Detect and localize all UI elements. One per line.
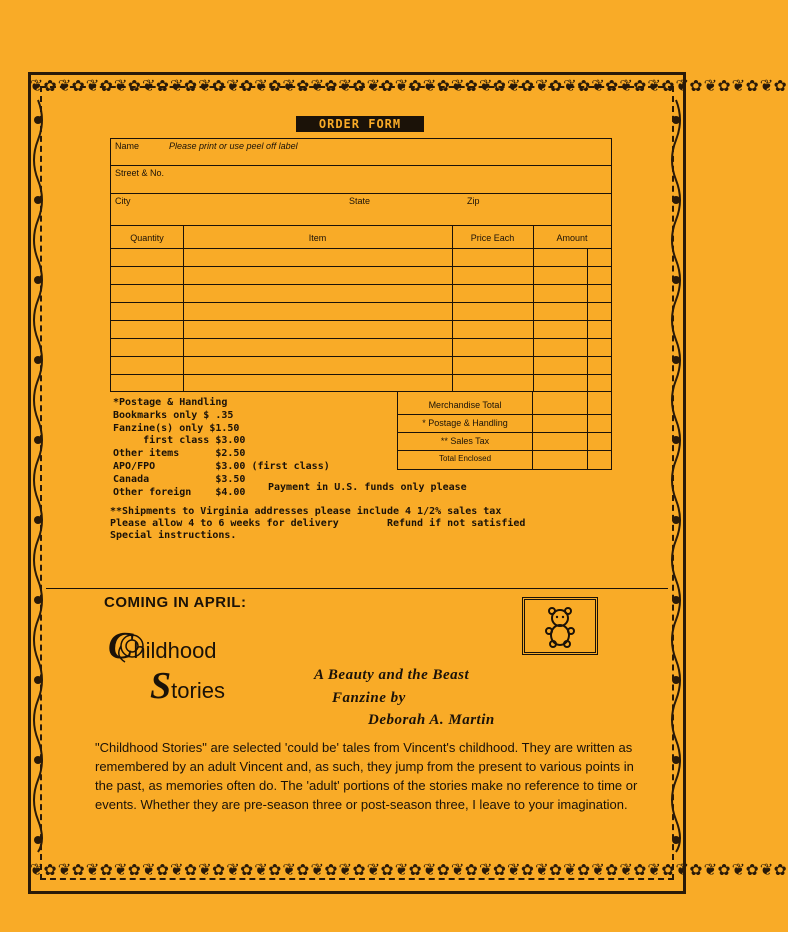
street-field[interactable] [111, 166, 611, 193]
vine-top-icon: ❦✿❦✿❦✿❦✿❦✿❦✿❦✿❦✿❦✿❦✿❦✿❦✿❦✿❦✿❦✿❦✿❦✿❦✿❦✿❦✿❦✿❦✿❦✿❦✿❦✿❦✿❦✿ [30, 72, 788, 96]
tagline-title: A Beauty and the Beast [314, 667, 470, 683]
note-line: Special instructions. [110, 530, 237, 541]
coming-heading: COMING IN APRIL: [104, 594, 247, 611]
postage-line: first class $3.00 [113, 435, 246, 447]
teddy-bear-icon [522, 597, 598, 655]
state-label: State [349, 196, 371, 206]
postage-line: APO/FPO $3.00 (first class) [113, 460, 330, 472]
note-line: Please allow 4 to 6 weeks for delivery Refund if not satisfied [110, 518, 526, 529]
tagline-fanzine: Fanzine by [332, 690, 406, 706]
logo-childhood: Childhood [108, 625, 217, 667]
merchandise-total-label: Merchandise Total [428, 400, 502, 410]
header-item: Item [308, 233, 327, 243]
city-state-zip-field[interactable] [111, 194, 611, 225]
city-label: City [115, 196, 131, 206]
items-table [110, 226, 612, 392]
rose-icon [112, 626, 152, 666]
name-field[interactable] [111, 139, 611, 165]
logo-stories: Stories [150, 665, 225, 707]
vine-bottom-icon: ❦✿❦✿❦✿❦✿❦✿❦✿❦✿❦✿❦✿❦✿❦✿❦✿❦✿❦✿❦✿❦✿❦✿❦✿❦✿❦✿❦✿❦✿❦✿❦✿❦✿❦✿❦✿ [30, 856, 788, 880]
postage-line: Fanzine(s) only $1.50 [113, 422, 240, 434]
totals-block [397, 392, 612, 470]
description: "Childhood Stories" are selected 'could be' tales from Vincent's childhood. They are written as remembered by an adult Vincent and, as such, they jump from the present to various points in the past, as memories often do. The 'adult' portions of the stories make no reference to time or events. Whether they are pre-season three or post-season three, I leave to your imagination. [95, 740, 638, 812]
shipping-notes [110, 506, 525, 542]
zip-label: Zip [467, 196, 480, 206]
header-amount: Amount [556, 233, 588, 243]
total-enclosed-label: Total Enclosed [438, 454, 492, 463]
divider [46, 588, 668, 589]
postage-handling-label: * Postage & Handling [422, 418, 508, 428]
payment-note: Payment in U.S. funds only please [268, 482, 467, 493]
street-label: Street & No. [115, 168, 165, 178]
postage-line: Bookmarks only $ .35 [113, 409, 234, 421]
sales-tax-label: ** Sales Tax [440, 436, 490, 446]
name-label: Name [115, 141, 140, 151]
postage-line: Other foreign $4.00 [113, 486, 246, 498]
name-hint: Please print or use peel off label [169, 141, 298, 151]
address-block [110, 138, 612, 226]
postage-heading: *Postage & Handling [113, 397, 228, 408]
header-quantity: Quantity [130, 233, 164, 243]
postage-line: Canada $3.50 [113, 473, 246, 485]
postage-line: Other items $2.50 [113, 448, 246, 460]
note-line: **Shipments to Virginia addresses please include 4 1/2% sales tax [110, 506, 502, 517]
tagline-author: Deborah A. Martin [368, 712, 495, 728]
order-form-title: ORDER FORM [296, 116, 424, 132]
header-price-each: Price Each [470, 233, 515, 243]
